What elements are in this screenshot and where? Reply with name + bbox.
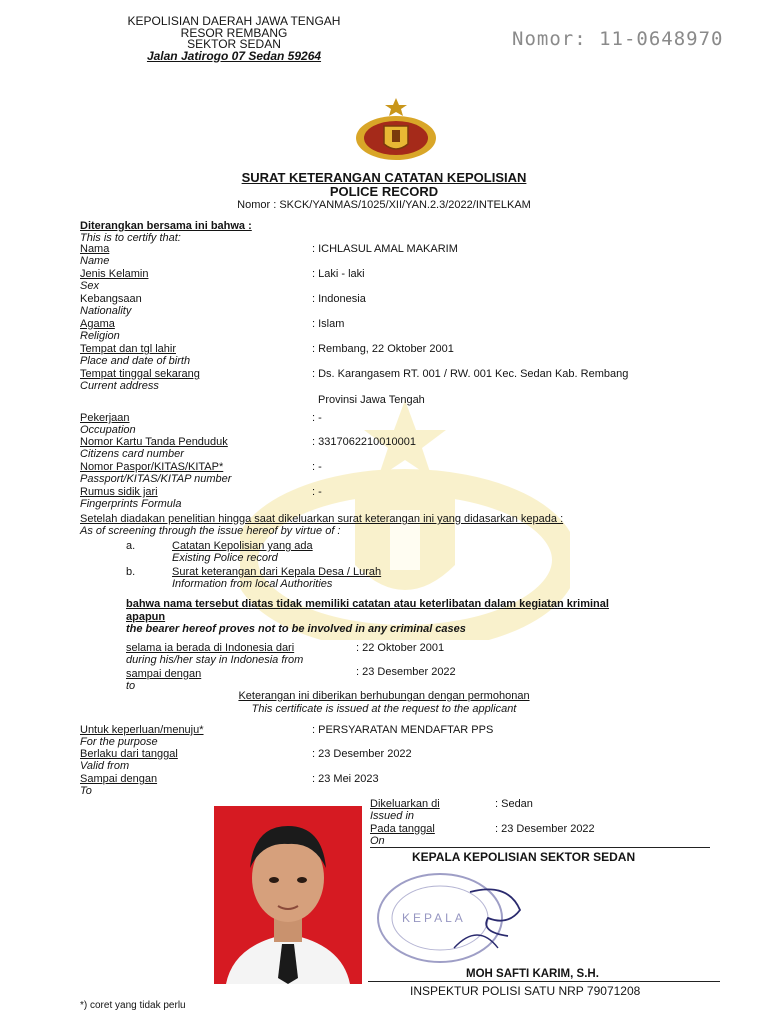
police-emblem-icon xyxy=(352,96,440,162)
issued-place-label-en: Issued in xyxy=(370,810,415,822)
field-label-en: Place and date of birth xyxy=(80,355,191,367)
field-value-address-line2: Provinsi Jawa Tengah xyxy=(318,394,425,406)
item-letter: a. xyxy=(126,540,136,552)
issued-place-label: Dikeluarkan di xyxy=(370,798,440,810)
signatory-title: KEPALA KEPOLISIAN SEKTOR SEDAN xyxy=(412,850,636,864)
stay-from-value: : 22 Oktober 2001 xyxy=(356,642,445,654)
screening-text-en: As of screening through the issue hereof by virtue of : xyxy=(80,525,341,537)
stay-to-value: : 23 Desember 2022 xyxy=(356,666,456,678)
field-label: Nomor Kartu Tanda Penduduk xyxy=(80,436,228,448)
intro-text-en: This is to certify that: xyxy=(80,232,181,244)
valid-to-label-en: To xyxy=(80,785,92,797)
field-label-en: Nationality xyxy=(80,305,132,317)
issued-request-text: Keterangan ini diberikan berhubungan dengan permohonan xyxy=(238,690,530,702)
valid-from-label: Berlaku dari tanggal xyxy=(80,748,178,760)
field-value-address: : Ds. Karangasem RT. 001 / RW. 001 Kec. Sedan Kab. Rembang xyxy=(312,368,629,380)
issuer-header xyxy=(104,16,364,62)
person-portrait-icon xyxy=(214,806,362,984)
footnote: *) coret yang tidak perlu xyxy=(80,1000,186,1011)
field-label-en: Name xyxy=(80,255,110,267)
intro-text: Diterangkan bersama ini bahwa : xyxy=(80,220,252,232)
field-value-religion: : Islam xyxy=(312,318,345,330)
stay-to-label: sampai dengan xyxy=(126,668,202,680)
official-stamp-icon xyxy=(358,862,528,972)
valid-from-label-en: Valid from xyxy=(80,760,130,772)
document-number: Nomor : SKCK/YANMAS/1025/XII/YAN.2.3/2022/INTELKAM xyxy=(237,199,531,211)
item-text: Catatan Kepolisian yang ada xyxy=(172,540,313,552)
field-value-name: : ICHLASUL AMAL MAKARIM xyxy=(312,243,458,255)
field-label-en: Current address xyxy=(80,380,159,392)
stay-from-label-en: during his/her stay in Indonesia from xyxy=(126,654,304,666)
field-label-en: Fingerprints Formula xyxy=(80,498,182,510)
statement-text: bahwa nama tersebut diatas tidak memiliki catatan atau keterlibatan dalam kegiatan kriminal xyxy=(126,598,609,610)
signatory-name: MOH SAFTI KARIM, S.H. xyxy=(466,968,599,980)
stay-to-label-en: to xyxy=(126,680,136,692)
field-value-fingerprint: : - xyxy=(312,486,322,498)
issued-date-label-en: On xyxy=(370,835,385,847)
statement-text-cont: apapun xyxy=(126,611,166,623)
item-text-en: Existing Police record xyxy=(172,552,278,564)
field-label: Tempat dan tgl lahir xyxy=(80,343,176,355)
field-label-en: Citizens card number xyxy=(80,448,184,460)
stamp-text: KEPALA xyxy=(402,911,466,925)
stay-from-label: selama ia berada di Indonesia dari xyxy=(126,642,295,654)
issued-date-value: : 23 Desember 2022 xyxy=(495,823,595,835)
field-value-passport: : - xyxy=(312,461,322,473)
field-label: Agama xyxy=(80,318,115,330)
field-value-sex: : Laki - laki xyxy=(312,268,365,280)
field-label: Pekerjaan xyxy=(80,412,130,424)
field-value-id-number: : 3317062210010001 xyxy=(312,436,416,448)
field-value-birth: : Rembang, 22 Oktober 2001 xyxy=(312,343,454,355)
header-line-1: KEPOLISIAN DAERAH JAWA TENGAH xyxy=(127,14,341,28)
field-label-en: Sex xyxy=(80,280,99,292)
field-label: Kebangsaan xyxy=(80,293,142,305)
field-label: Tempat tinggal sekarang xyxy=(80,368,200,380)
signatory-underline xyxy=(368,981,720,982)
valid-to-label: Sampai dengan xyxy=(80,773,158,785)
signatory-rank: INSPEKTUR POLISI SATU NRP 79071208 xyxy=(410,984,641,998)
purpose-label-en: For the purpose xyxy=(80,736,158,748)
item-text-en: Information from local Authorities xyxy=(172,578,333,590)
purpose-label: Untuk keperluan/menuju* xyxy=(80,724,204,736)
applicant-photo xyxy=(214,806,362,984)
valid-to-value: : 23 Mei 2023 xyxy=(312,773,379,785)
field-label: Nama xyxy=(80,243,110,255)
header-line-4: Jalan Jatirogo 07 Sedan 59264 xyxy=(146,48,322,63)
valid-from-value: : 23 Desember 2022 xyxy=(312,748,412,760)
item-letter: b. xyxy=(126,566,136,578)
serial-number: Nomor: 11-0648970 xyxy=(512,28,724,50)
field-value-nationality: : Indonesia xyxy=(312,293,366,305)
issued-request-text-en: This certificate is issued at the request to the applicant xyxy=(251,703,517,715)
field-label: Jenis Kelamin xyxy=(80,268,149,280)
issued-place-value: : Sedan xyxy=(495,798,533,810)
field-label: Rumus sidik jari xyxy=(80,486,158,498)
field-label-en: Occupation xyxy=(80,424,136,436)
purpose-value: : PERSYARATAN MENDAFTAR PPS xyxy=(312,724,494,736)
document-subtitle: POLICE RECORD xyxy=(329,184,439,199)
document-title: SURAT KETERANGAN CATATAN KEPOLISIAN xyxy=(241,170,527,185)
signature-divider xyxy=(370,847,710,848)
screening-text: Setelah diadakan penelitian hingga saat dikeluarkan surat keterangan ini yang didasarkan kepada : xyxy=(80,513,564,525)
field-label-en: Religion xyxy=(80,330,120,342)
header-line-2: RESOR REMBANG xyxy=(180,25,288,40)
statement-text-en: the bearer hereof proves not to be involved in any criminal cases xyxy=(126,623,466,635)
field-label: Nomor Paspor/KITAS/KITAP* xyxy=(80,461,224,473)
issued-date-label: Pada tanggal xyxy=(370,823,435,835)
header-line-3: SEKTOR SEDAN xyxy=(187,37,281,51)
field-value-occupation: : - xyxy=(312,412,322,424)
field-label-en: Passport/KITAS/KITAP number xyxy=(80,473,232,485)
item-text: Surat keterangan dari Kepala Desa / Lurah xyxy=(172,566,382,578)
